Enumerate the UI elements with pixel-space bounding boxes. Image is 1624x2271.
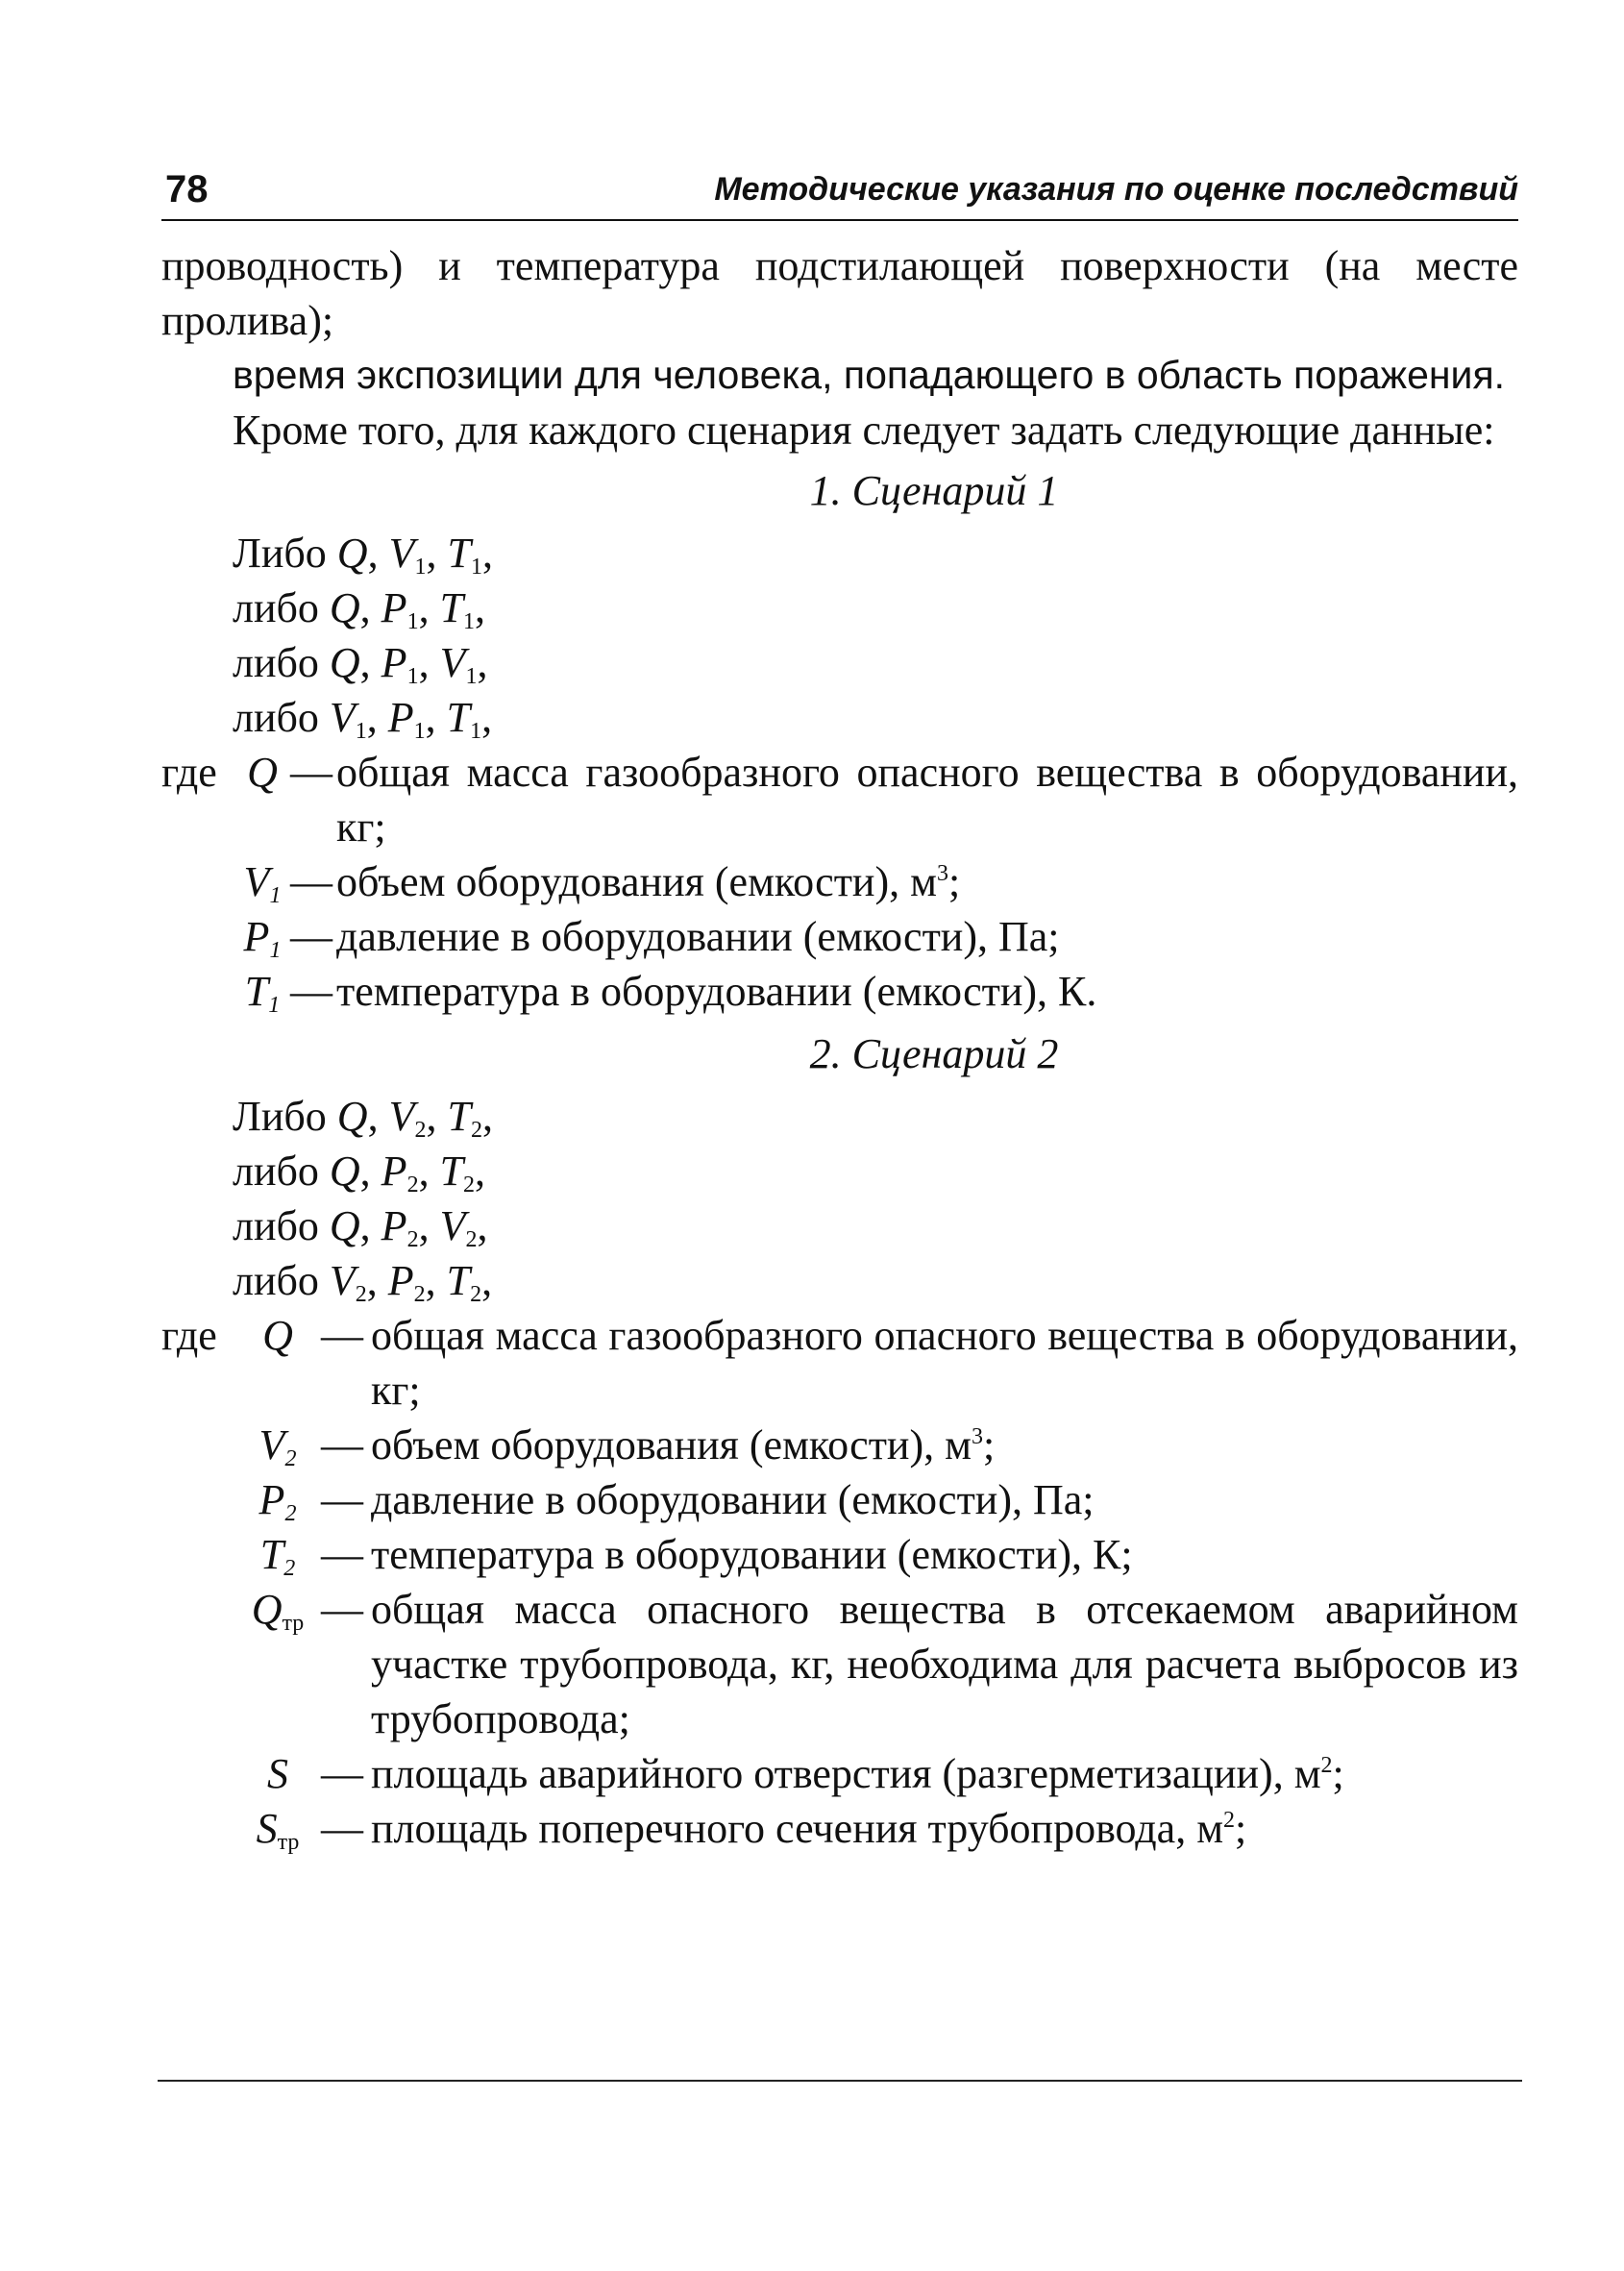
dash: —	[321, 1531, 363, 1578]
definition-row	[161, 1801, 1518, 1856]
either-word: либо	[233, 639, 319, 686]
symbol: $T_2$	[259, 1531, 296, 1581]
dash: —	[321, 1312, 363, 1359]
definition-row	[161, 1582, 1518, 1746]
scenario-1-heading: 1. Сценарий 1	[809, 467, 1059, 514]
symbol: $Q_{тр}$	[251, 1586, 305, 1636]
dash: —	[321, 1586, 363, 1633]
definition-text: давление в оборудовании (емкости), Па;	[336, 913, 1060, 960]
symbol: $T_1$	[244, 968, 281, 1018]
dash: —	[290, 858, 332, 905]
paragraph-scenario-intro: Кроме того, для каждого сценария следует задать следующие данные:	[233, 407, 1495, 454]
definition-row	[161, 1418, 1518, 1472]
definition-text: температура в оборудовании (емкости), К.	[336, 968, 1097, 1015]
symbol: Q	[247, 749, 278, 796]
dash: —	[290, 749, 332, 796]
definition-row	[161, 854, 1518, 909]
scenario-1-definitions	[161, 745, 1518, 1019]
paragraph-continued: проводность) и температура подстилающей поверхности (на месте пролива);	[161, 242, 1518, 344]
either-word: либо	[233, 1257, 319, 1304]
either-word: либо	[233, 1148, 319, 1195]
definition-row	[161, 1527, 1518, 1582]
parameter-set: либо Q, $P_2$, $V_2$,	[233, 1202, 488, 1252]
definition-cell: площадь аварийного отверстия (разгерметизации), $м^2$;	[371, 1750, 1344, 1797]
symbol: $P_1$	[243, 913, 282, 963]
scenario-2-parameter-sets	[161, 1089, 1518, 1308]
definition-cell: объем оборудования (емкости), $м^3$;	[336, 858, 961, 905]
either-word: Либо	[233, 530, 327, 577]
definition-row	[161, 1308, 1518, 1418]
definition-row	[161, 909, 1518, 964]
symbol: S	[267, 1750, 288, 1797]
dash: —	[321, 1750, 363, 1797]
either-word: либо	[233, 1202, 319, 1249]
definition-row	[161, 1746, 1518, 1801]
where-word: где	[161, 749, 217, 796]
definition-row	[161, 964, 1518, 1019]
dash: —	[290, 968, 332, 1015]
scenario-2-heading: 2. Сценарий 2	[809, 1030, 1059, 1077]
symbol: $S_{тр}$	[256, 1805, 300, 1855]
parameter-set: либо Q, $P_1$, $T_1$,	[233, 584, 486, 634]
either-word: Либо	[233, 1093, 327, 1140]
either-word: либо	[233, 584, 319, 631]
definition-row	[161, 745, 1518, 854]
page-number: 78	[165, 168, 209, 210]
where-word: где	[161, 1312, 217, 1359]
dash: —	[290, 913, 332, 960]
definition-text: температура в оборудовании (емкости), К;	[371, 1531, 1133, 1578]
definition-row	[161, 1472, 1518, 1527]
definition-cell: площадь поперечного сечения трубопровода, $м^2$;	[371, 1805, 1247, 1852]
parameter-set: Либо Q, $V_1$, $T_1$,	[233, 530, 493, 580]
parameter-set: либо Q, $P_2$, $T_2$,	[233, 1148, 486, 1197]
page-body	[161, 238, 1518, 1856]
bottom-rule	[158, 2080, 1522, 2082]
parameter-set: либо Q, $P_1$, $V_1$,	[233, 639, 488, 689]
either-word: либо	[233, 694, 319, 741]
paragraph-exposure-time: время экспозиции для человека, попадающего в область поражения.	[233, 353, 1506, 397]
running-title: Методические указания по оценке последствий	[714, 171, 1518, 208]
parameter-set: либо $V_2$, $P_2$, $T_2$,	[233, 1257, 493, 1307]
symbol: $V_2$	[258, 1421, 297, 1471]
symbol: $P_2$	[258, 1476, 297, 1526]
definition-text: площадь поперечного сечения трубопровода, м	[371, 1805, 1224, 1852]
dash: —	[321, 1805, 363, 1852]
definition-text: объем оборудования (емкости), м	[371, 1421, 972, 1469]
definition-text: общая масса газообразного опасного вещества в оборудовании, кг;	[371, 1312, 1518, 1414]
definition-text: давление в оборудовании (емкости), Па;	[371, 1476, 1095, 1523]
symbol: Q	[262, 1312, 293, 1359]
scenario-1-parameter-sets	[161, 526, 1518, 745]
definition-text: общая масса опасного вещества в отсекаемом аварийном участке трубопровода, кг, необходима для расчета выбросов из трубопровода;	[371, 1586, 1518, 1742]
symbol: $V_1$	[243, 858, 282, 908]
definition-cell: объем оборудования (емкости), $м^3$;	[371, 1421, 996, 1469]
dash: —	[321, 1421, 363, 1469]
definition-text: объем оборудования (емкости), м	[336, 858, 937, 905]
parameter-set: Либо Q, $V_2$, $T_2$,	[233, 1093, 493, 1143]
definition-text: общая масса газообразного опасного вещества в оборудовании, кг;	[336, 749, 1518, 851]
running-header	[161, 161, 1518, 221]
definition-text: площадь аварийного отверстия (разгерметизации), м	[371, 1750, 1321, 1797]
scenario-2-definitions	[161, 1308, 1518, 1856]
parameter-set: либо $V_1$, $P_1$, $T_1$,	[233, 694, 493, 744]
dash: —	[321, 1476, 363, 1523]
